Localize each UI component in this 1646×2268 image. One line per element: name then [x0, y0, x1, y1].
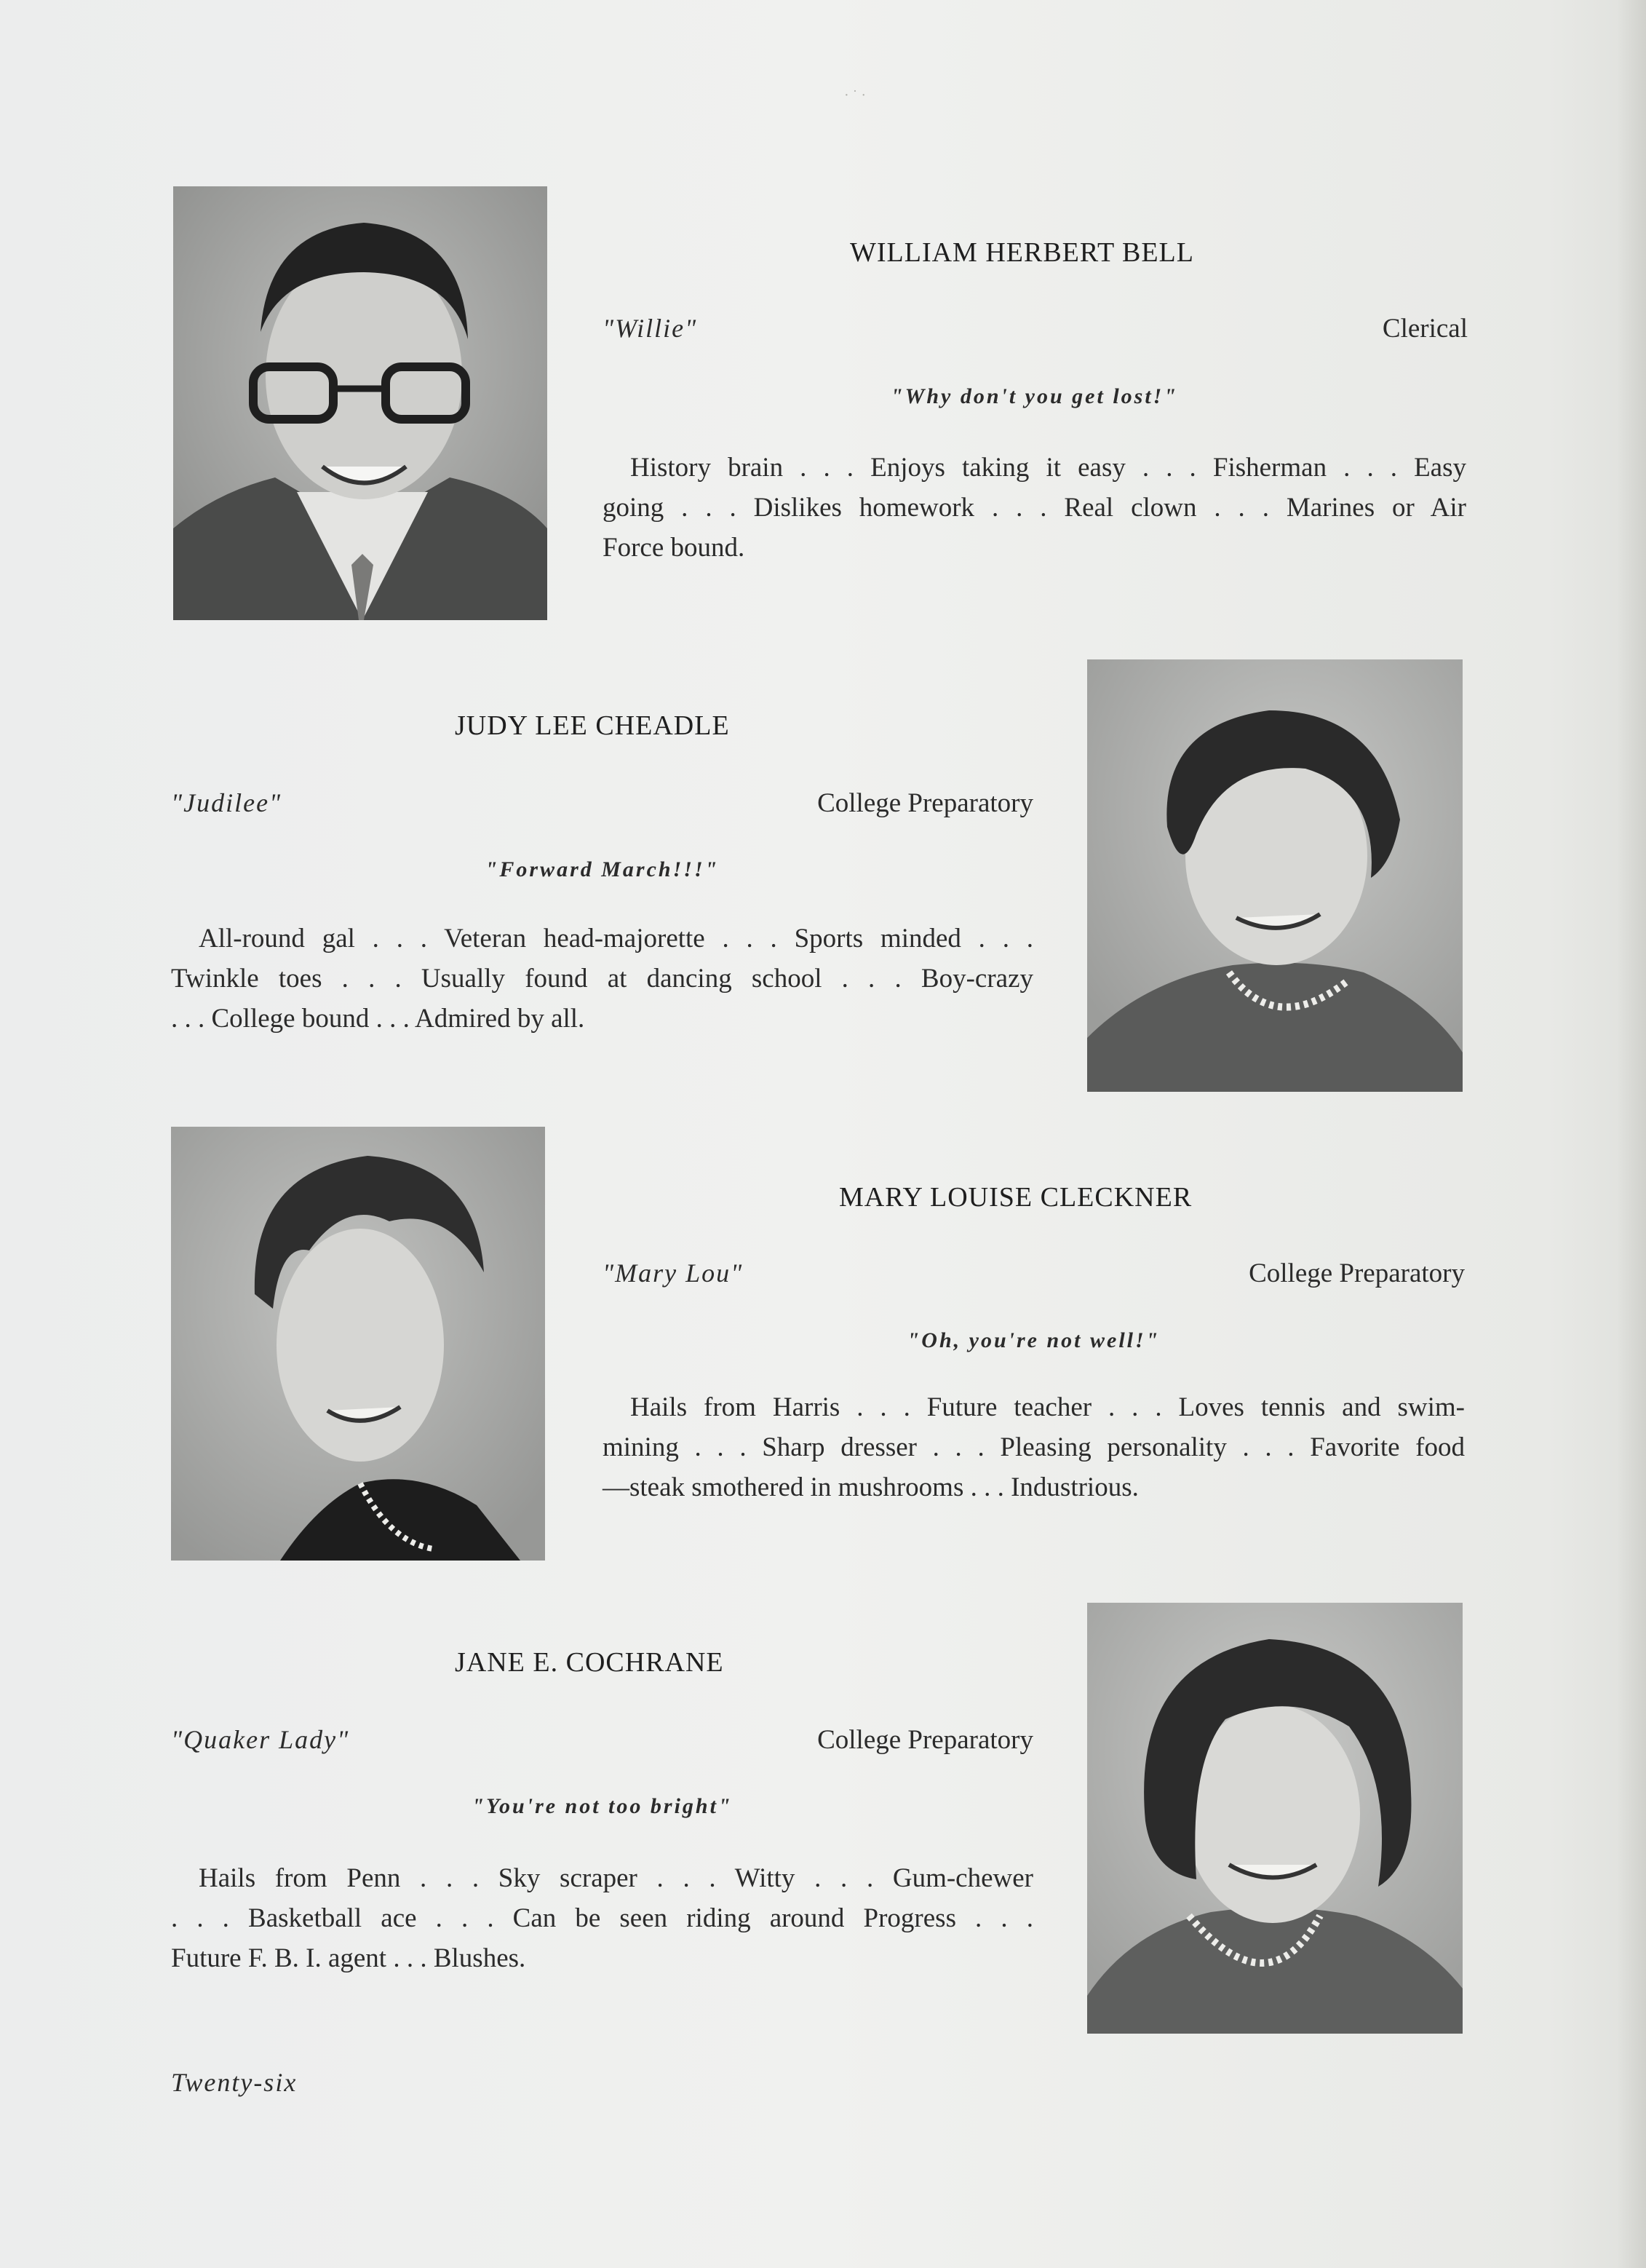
- description-line: mining . . . Sharp dresser . . . Pleasing personality . . . Favorite food: [603, 1432, 1465, 1462]
- portrait-photo-judy-cheadle: [1087, 659, 1463, 1092]
- portrait-photo-jane-cochrane: [1087, 1603, 1463, 2034]
- student-course: College Preparatory: [817, 1725, 1033, 1755]
- description-line: Force bound.: [603, 533, 745, 563]
- student-nickname: "Mary Lou": [603, 1258, 744, 1288]
- student-name: JUDY LEE CHEADLE: [455, 710, 730, 741]
- page-edge-shadow: [1617, 0, 1646, 2268]
- student-description: [603, 1387, 1465, 1507]
- description-line: Hails from Penn . . . Sky scraper . . . Witty . . . Gum-chewer: [199, 1863, 1033, 1893]
- description-line: All-round gal . . . Veteran head-majorette . . . Sports minded . . .: [199, 924, 1033, 953]
- description-line: . . . College bound . . . Admired by all.: [171, 1004, 585, 1034]
- student-description: [171, 919, 1033, 1039]
- student-course: Clerical: [1382, 314, 1468, 344]
- description-line: History brain . . . Enjoys taking it easy . . . Fisherman . . . Easy: [630, 453, 1466, 483]
- student-motto: "Oh, you're not well!": [907, 1328, 1161, 1352]
- student-description: [171, 1858, 1033, 1978]
- student-course: College Preparatory: [1249, 1258, 1465, 1288]
- student-nickname: "Judilee": [171, 788, 282, 817]
- student-motto: "Why don't you get lost!": [890, 384, 1178, 408]
- student-motto: "You're not too bright": [472, 1794, 733, 1818]
- description-line: Future F. B. I. agent . . . Blushes.: [171, 1943, 526, 1973]
- description-line: Twinkle toes . . . Usually found at dancing school . . . Boy-crazy: [171, 964, 1033, 994]
- description-line: . . . Basketball ace . . . Can be seen riding around Progress . . .: [171, 1903, 1033, 1933]
- paper-specks: · ˙ ·: [844, 87, 866, 103]
- description-line: going . . . Dislikes homework . . . Real clown . . . Marines or Air: [603, 493, 1466, 523]
- student-name: WILLIAM HERBERT BELL: [850, 237, 1194, 268]
- portrait-photo-william-bell: [173, 186, 547, 620]
- description-line: Hails from Harris . . . Future teacher . . . Loves tennis and swim-: [630, 1392, 1465, 1422]
- student-course: College Preparatory: [817, 788, 1033, 818]
- student-motto: "Forward March!!!": [485, 857, 720, 881]
- student-name: JANE E. COCHRANE: [455, 1647, 724, 1678]
- page-number: Twenty-six: [171, 2068, 298, 2097]
- student-name: MARY LOUISE CLECKNER: [839, 1182, 1193, 1213]
- portrait-photo-mary-cleckner: [171, 1127, 545, 1561]
- description-line: —steak smothered in mushrooms . . . Industrious.: [603, 1472, 1139, 1502]
- student-description: [603, 448, 1466, 568]
- student-nickname: "Willie": [603, 314, 698, 343]
- student-nickname: "Quaker Lady": [171, 1725, 350, 1754]
